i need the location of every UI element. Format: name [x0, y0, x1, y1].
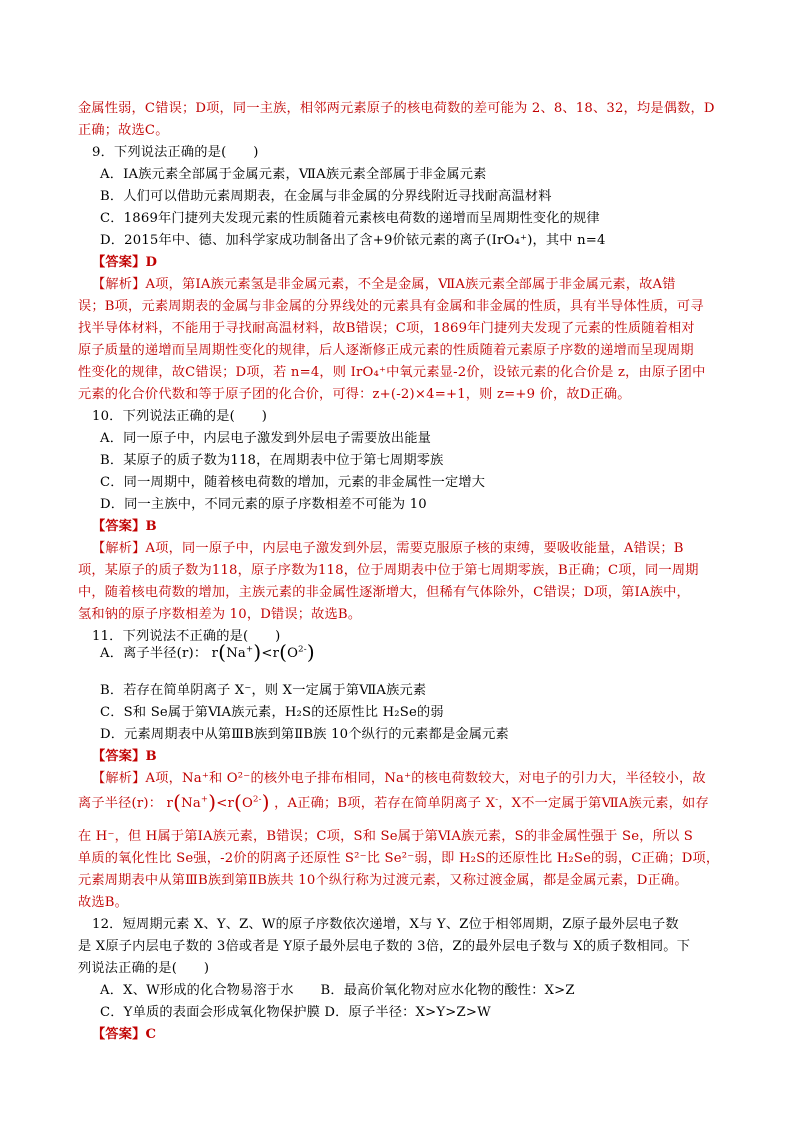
- q11a-prefix: A．离子半径(r)：: [100, 646, 208, 661]
- sol11-math-line: 离子半径(r)： $r(Na^+)<r(O^{2-})$ ，A正确；B项，若存在简单阴离子 X-，X不一定属于第ⅦA族元素，如存: [78, 790, 709, 814]
- text-line: B．人们可以借助元素周期表，在金属与非金属的分界线附近寻找耐高温材料: [100, 189, 552, 204]
- text-line: D．同一主族中，不同元素的原子序数相差不可能为 10: [100, 497, 427, 512]
- sol11-math: $r(Na^+)<r(O^{2-})$: [166, 790, 270, 814]
- text-line: 12．短周期元素 X、Y、Z、W的原子序数依次递增，X与 Y、Z位于相邻周期，Z原子最外层电子数: [92, 917, 679, 932]
- text-line: B．某原子的质子数为118，在周期表中位于第七周期零族: [100, 453, 444, 468]
- text-line: 10．下列说法正确的是( ): [92, 409, 268, 424]
- text-line: 是 X原子内层电子数的 3倍或者是 Y原子最外层电子数的 3倍，Z的最外层电子数与 X的质子数相同。下: [78, 939, 691, 954]
- sol11-anion: X-: [485, 794, 499, 811]
- text-line: 11．下列说法不正确的是( ): [92, 629, 281, 644]
- q11-option-a: [100, 634, 794, 670]
- text-line: A．ⅠA族元素全部属于金属元素，ⅦA族元素全部属于非金属元素: [100, 167, 487, 182]
- text-line: C．1869年门捷列夫发现元素的性质随着元素核电荷数的递增而呈周期性变化的规律: [100, 211, 600, 226]
- text-line: A．同一原子中，内层电子激发到外层电子需要放出能量: [100, 431, 432, 446]
- text-line: D．元素周期表中从第ⅢB族到第ⅡB族 10个纵行的元素都是金属元素: [100, 727, 509, 742]
- text-line: 找半导体材料，不能用于寻找耐高温材料，故B错误；C项，1869年门捷列夫发现了元素的性质随着相对: [78, 321, 695, 336]
- text-line: 性变化的规律，故C错误；D项，若 n=4，则 IrO₄⁺中氧元素显-2价，设铱元素的化合价是 z，由原子团中: [78, 365, 706, 380]
- text-line: 【答案】C: [92, 1027, 157, 1042]
- text-line: 正确；故选C。: [78, 123, 169, 138]
- text-line: 9．下列说法正确的是( ): [92, 145, 259, 160]
- text-line: 【解析】A项，Na⁺和 O²⁻的核外电子排布相同，Na⁺的核电荷数较大，对电子的引力大，半径较小，故: [92, 771, 706, 786]
- text-line: 元素的化合价代数和等于原子团的化合价，可得：z+(-2)×4=+1，则 z=+9 价，故D正确。: [78, 387, 631, 402]
- text-line: D．2015年中、德、加科学家成功制备出了含+9价铱元素的离子(IrO₄⁺)，其中 n=4: [100, 233, 606, 248]
- text-line: 【答案】B: [92, 749, 157, 764]
- text-line: C．S和 Se属于第ⅥA族元素，H₂S的还原性比 H₂Se的弱: [100, 705, 444, 720]
- text-line: 中，随着核电荷数的增加，主族元素的非金属性逐渐增大，但稀有气体除外，C错误；D项，第ⅠA族中，: [78, 585, 690, 600]
- text-line: 单质的氧化性比 Se强，-2价的阴离子还原性 S²⁻比 Se²⁻弱，即 H₂S的还原性比 H₂Se的弱，C正确；D项，: [78, 851, 720, 866]
- text-line: 故选B。: [78, 895, 129, 910]
- text-line: 金属性弱，C错误；D项，同一主族，相邻两元素原子的核电荷数的差可能为 2、8、18、32，均是偶数，D: [78, 101, 715, 116]
- text-line: 项，某原子的质子数为118，原子序数为118，位于周期表中位于第七周期零族，B正确；C项，同一周期: [78, 563, 699, 578]
- text-line: C．Y单质的表面会形成氧化物保护膜 D．原子半径：X>Y>Z>W: [100, 1005, 491, 1020]
- q11a-math: $r(Na^+)<r(O^{2-})$: [211, 640, 315, 664]
- text-line: B．若存在简单阴离子 X⁻，则 X一定属于第ⅦA族元素: [100, 683, 427, 698]
- text-line: 原子质量的递增而呈周期性变化的规律，后人逐渐修正成元素的性质随着元素原子序数的递增而呈现周期: [78, 343, 694, 358]
- text-line: 元素周期表中从第ⅢB族到第ⅡB族共 10个纵行称为过渡元素，又称过渡金属，都是金属元素，D正确。: [78, 873, 688, 888]
- text-line: C．同一周期中，随着核电荷数的增加，元素的非金属性一定增大: [100, 475, 486, 490]
- text-line: 误；B项，元素周期表的金属与非金属的分界线处的元素具有金属和非金属的性质，具有半导体性质，可寻: [78, 299, 704, 314]
- text-line: 在 H⁻，但 H属于第ⅠA族元素，B错误；C项，S和 Se属于第ⅥA族元素，S的非金属性强于 Se，所以 S: [78, 829, 693, 844]
- text-line: 【答案】B: [92, 519, 157, 534]
- text-line: 【解析】A项，第IA族元素氢是非金属元素，不全是金属，ⅦA族元素全部属于非金属元素，故A错: [92, 277, 676, 292]
- text-line: 列说法正确的是( ): [78, 961, 210, 976]
- text-line: 氢和钠的原子序数相差为 10，D错误；故选B。: [78, 607, 362, 622]
- text-line: 【解析】A项，同一原子中，内层电子激发到外层，需要克服原子核的束缚，要吸收能量，A错误；B: [92, 541, 684, 556]
- text-line: A．X、W形成的化合物易溶于水 B．最高价氧化物对应水化物的酸性：X>Z: [100, 983, 575, 998]
- text-line: 【答案】D: [92, 255, 158, 270]
